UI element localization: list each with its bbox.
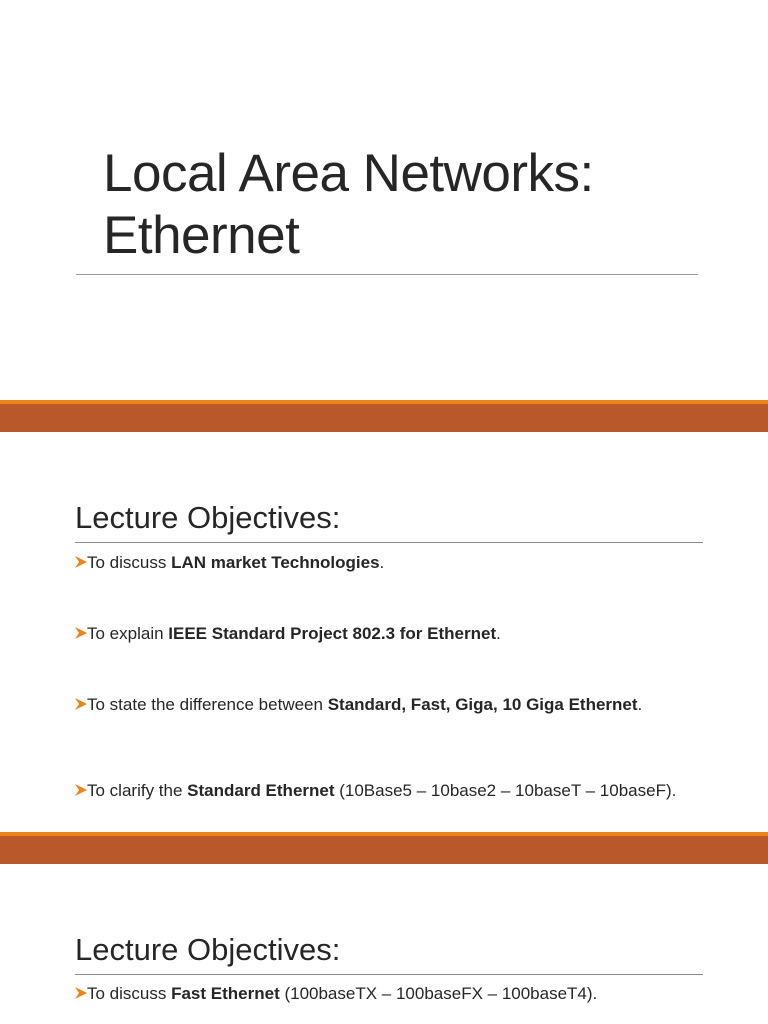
bullet-text-end: (100baseTX – 100baseFX – 100baseT4).	[279, 984, 598, 1003]
arrow-bullet-icon	[75, 626, 87, 640]
arrow-bullet-icon	[75, 783, 87, 797]
bullet-text: To explain	[87, 624, 169, 643]
bullet-text: To clarify the	[87, 781, 188, 800]
slide-separator-band	[0, 832, 768, 864]
bullet-item	[75, 622, 695, 646]
heading-underline	[75, 542, 703, 543]
arrow-bullet-icon	[75, 986, 87, 1000]
title-line-2: Ethernet	[103, 206, 300, 265]
bullet-bold-text: Standard, Fast, Giga, 10 Giga Ethernet	[327, 695, 638, 714]
bullet-item	[75, 779, 690, 803]
bullet-bold-text: Standard Ethernet	[187, 781, 335, 800]
title-slide	[0, 0, 768, 400]
arrow-bullet-icon	[75, 697, 87, 711]
bullet-text: To discuss	[87, 553, 172, 572]
bullet-text-end: (10Base5 – 10base2 – 10baseT – 10baseF).	[334, 781, 677, 800]
title-line-1: Local Area Networks:	[103, 144, 594, 203]
bullet-text-end: .	[496, 624, 501, 643]
bullet-bold-text: Fast Ethernet	[171, 984, 280, 1003]
heading-underline	[75, 974, 703, 975]
objectives-slide-2	[0, 864, 768, 1024]
bullet-item	[75, 982, 695, 1006]
bullet-text: To state the difference between	[87, 695, 328, 714]
slide-heading: Lecture Objectives:	[75, 500, 341, 535]
bullet-item	[75, 551, 695, 575]
bullet-text: To discuss	[87, 984, 172, 1003]
bullet-text-end: .	[379, 553, 385, 572]
objectives-slide-1	[0, 432, 768, 832]
slide-heading: Lecture Objectives:	[75, 932, 341, 967]
bullet-text-end: .	[637, 695, 643, 714]
bullet-bold-text: IEEE Standard Project 802.3 for Ethernet	[168, 624, 497, 643]
arrow-bullet-icon	[75, 555, 87, 569]
slide-title	[103, 143, 723, 267]
slide-separator-band	[0, 400, 768, 432]
title-underline	[76, 274, 698, 275]
bullet-item	[75, 693, 655, 717]
bullet-bold-text: LAN market Technologies	[171, 553, 380, 572]
